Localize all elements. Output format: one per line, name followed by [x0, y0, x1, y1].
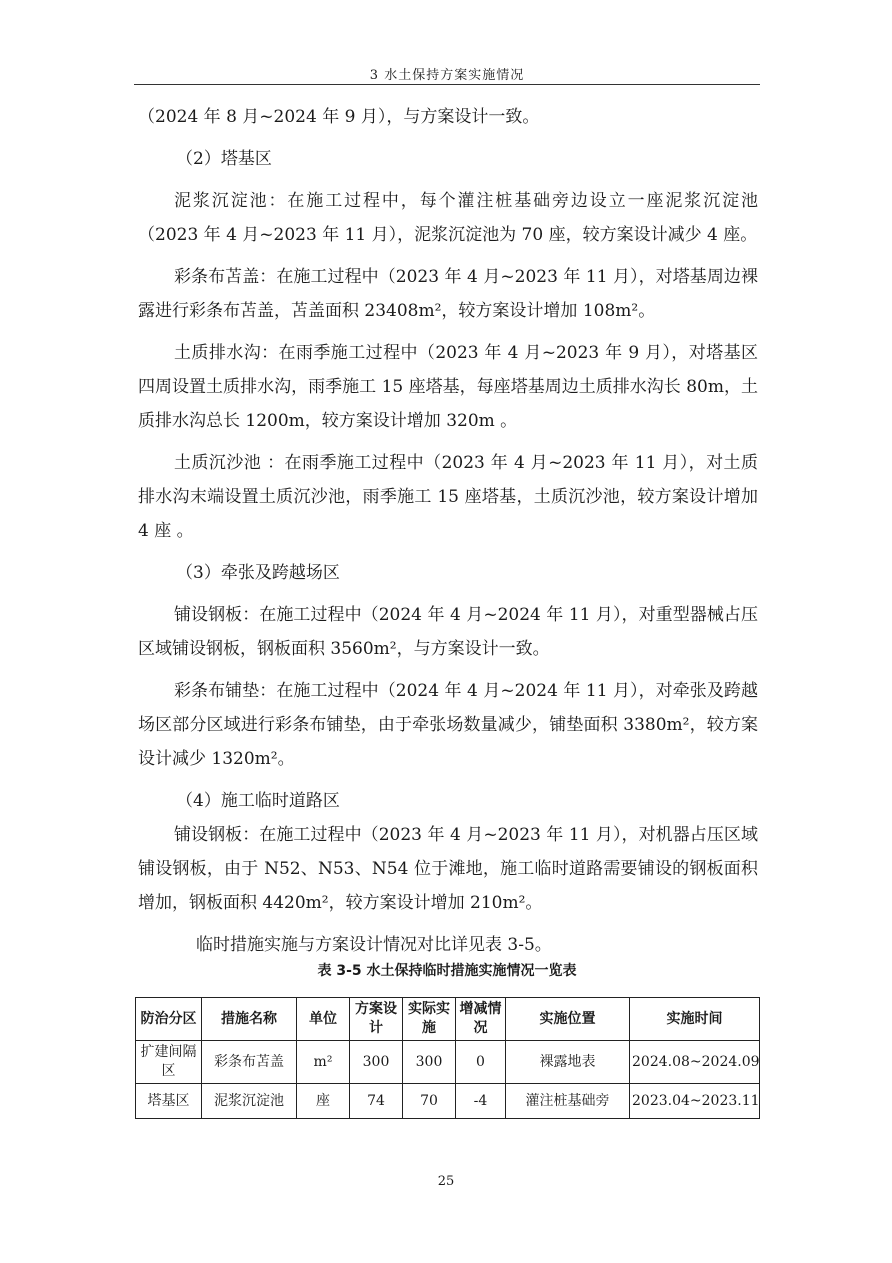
table-cell: 70 [403, 1084, 456, 1119]
table-cell: 扩建间隔区 [136, 1041, 202, 1084]
table-cell: 泥浆沉淀池 [202, 1084, 297, 1119]
paragraph-earth-sediment-basin: 土质沉沙池 ：在雨季施工过程中（2023 年 4 月~2023 年 11 月），对土质排水沟末端设置土质沉沙池，雨季施工 15 座塔基，土质沉沙池，较方案设计增加 4 座 。 [138, 453, 758, 541]
table-cell: 300 [403, 1041, 456, 1084]
table-reference-sentence: 临时措施实施与方案设计情况对比详见表 3-5。 [196, 935, 552, 955]
column-header: 方案设计 [350, 998, 403, 1041]
document-body [138, 100, 758, 962]
header-divider [134, 84, 760, 85]
column-header: 增减情况 [456, 998, 506, 1041]
table-row [136, 1041, 760, 1084]
table-cell: 2023.04~2023.11 [630, 1084, 760, 1119]
table-cell: 塔基区 [136, 1084, 202, 1119]
table-caption: 表 3-5 水土保持临时措施实施情况一览表 [317, 963, 577, 979]
page-number: 25 [437, 1174, 455, 1189]
column-header: 单位 [297, 998, 350, 1041]
section-heading-tension-crossing: （3）牵张及跨越场区 [176, 563, 340, 583]
table-cell: 2024.08~2024.09 [630, 1041, 760, 1084]
table-cell: 裸露地表 [506, 1041, 630, 1084]
paragraph-tarp-cover: 彩条布苫盖：在施工过程中（2023 年 4 月~2023 年 11 月），对塔基周边裸露进行彩条布苫盖，苫盖面积 23408m²，较方案设计增加 108m²。 [138, 267, 758, 321]
paragraph-steel-plate-road: 铺设钢板：在施工过程中（2023 年 4 月~2023 年 11 月），对机器占压区域铺设钢板，由于 N52、N53、N54 位于滩地，施工临时道路需要铺设的钢板面积增加，钢板面积 4420m²，较方案设计增加 210m²。 [138, 825, 758, 913]
paragraph-continuation: （2024 年 8 月~2024 年 9 月），与方案设计一致。 [138, 107, 540, 127]
column-header: 实施时间 [630, 998, 760, 1041]
table-cell: 座 [297, 1084, 350, 1119]
table-cell: m² [297, 1041, 350, 1084]
table-cell: 0 [456, 1041, 506, 1084]
column-header: 措施名称 [202, 998, 297, 1041]
table-cell: 灌注桩基础旁 [506, 1084, 630, 1119]
table-header-row [136, 998, 760, 1041]
table-cell: 300 [350, 1041, 403, 1084]
table-cell: 彩条布苫盖 [202, 1041, 297, 1084]
column-header: 防治分区 [136, 998, 202, 1041]
paragraph-steel-plate-tension: 铺设钢板：在施工过程中（2024 年 4 月~2024 年 11 月），对重型器械占压区域铺设钢板，钢板面积 3560m²，与方案设计一致。 [138, 605, 758, 659]
table-cell: 74 [350, 1084, 403, 1119]
column-header: 实施位置 [506, 998, 630, 1041]
column-header: 实际实施 [403, 998, 456, 1041]
paragraph-tarp-laying: 彩条布铺垫：在施工过程中（2024 年 4 月~2024 年 11 月），对牵张及跨越场区部分区域进行彩条布铺垫，由于牵张场数量减少，铺垫面积 3380m²，较方案设计减少 1320m²。 [138, 681, 758, 769]
temporary-measures-table [135, 997, 760, 1119]
table-row [136, 1084, 760, 1119]
paragraph-mud-settling-tank: 泥浆沉淀池：在施工过程中，每个灌注桩基础旁边设立一座泥浆沉淀池（2023 年 4 月~2023 年 11 月），泥浆沉淀池为 70 座，较方案设计减少 4 座。 [138, 191, 758, 245]
section-heading-temp-road: （4）施工临时道路区 [176, 791, 340, 811]
paragraph-earth-drainage-ditch: 土质排水沟：在雨季施工过程中（2023 年 4 月~2023 年 9 月），对塔基区四周设置土质排水沟，雨季施工 15 座塔基，每座塔基周边土质排水沟长 80m，土质排水沟总长 1200m，较方案设计增加 320m 。 [138, 343, 758, 431]
running-header: 3 水土保持方案实施情况 [369, 68, 525, 83]
section-heading-tower-base: （2）塔基区 [176, 149, 272, 169]
table-cell: -4 [456, 1084, 506, 1119]
